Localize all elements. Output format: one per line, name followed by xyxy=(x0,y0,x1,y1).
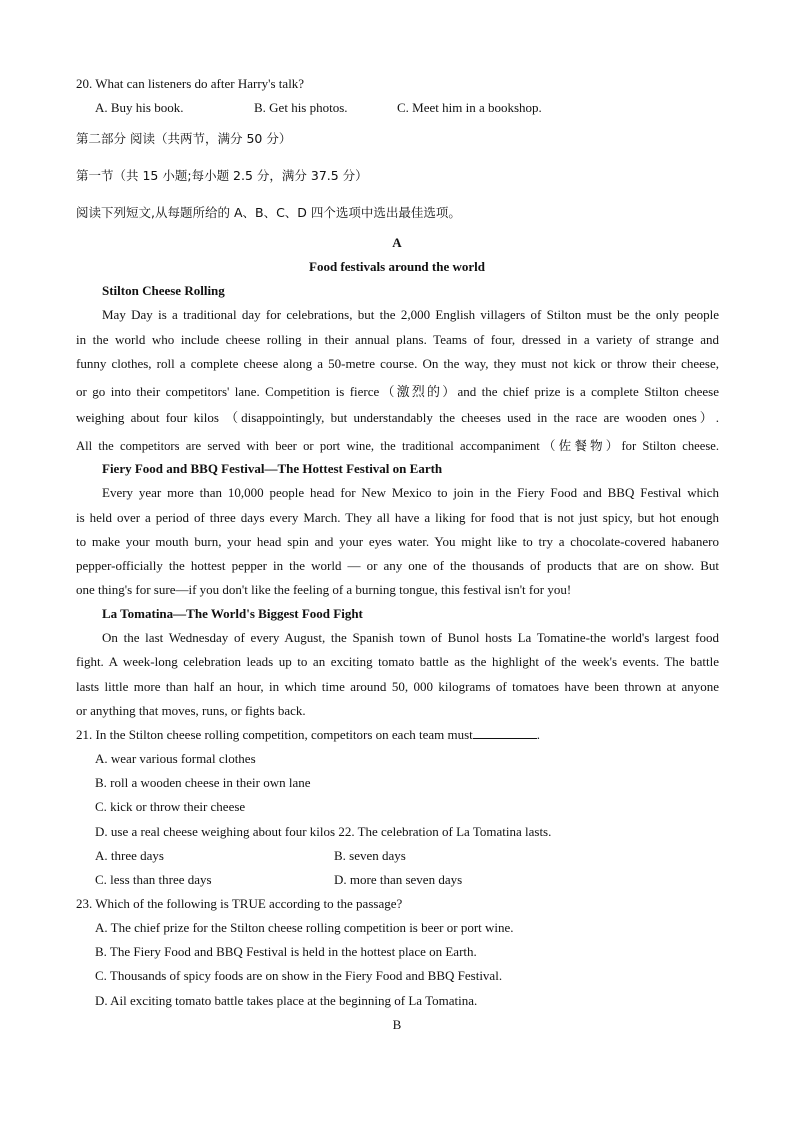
paragraph-line: lasts little more than half an hour, in which time around 50, 000 kilograms of tomatoes have been thrown at anyone xyxy=(76,679,719,694)
q21-option-b: B. roll a wooden cheese in their own lane xyxy=(95,775,311,790)
question-21-end: . xyxy=(536,727,541,742)
paragraph-line: one thing's for sure—if you don't like the feeling of a burning tongue, this festival isn't for you! xyxy=(76,582,572,597)
question-21-text: 21. In the Stilton cheese rolling competition, competitors on each team must xyxy=(76,727,473,742)
passage-a-title: Food festivals around the world xyxy=(309,259,485,274)
paragraph-line: in the world who include cheese rolling in their annual plans. Teams of four, dressed in a variety of strange and xyxy=(76,332,719,347)
passage-b-letter: B xyxy=(392,1017,402,1032)
q20-option-c: C. Meet him in a bookshop. xyxy=(397,100,542,115)
paragraph-line: weighing about four kilos （disappointingly, but understandably the cheeses used in the race are wooden ones）. xyxy=(76,410,719,425)
question-23: 23. Which of the following is TRUE according to the passage? xyxy=(76,896,403,911)
passage-a-letter: A xyxy=(392,235,402,250)
instruction: 阅读下列短文,从每题所给的 A、B、C、D 四个选项中选出最佳选项。 xyxy=(76,205,461,220)
paragraph-line: May Day is a traditional day for celebrations, but the 2,000 English villagers of Stilton must be the only people xyxy=(102,307,719,322)
paragraph-line: Every year more than 10,000 people head for New Mexico to join in the Fiery Food and BBQ Festival which xyxy=(102,485,719,500)
question-22: 22. The celebration of La Tomatina lasts. xyxy=(338,824,552,839)
q21-option-d-text: D. use a real cheese weighing about four kilos xyxy=(95,824,336,839)
paragraph-line: pepper-officially the hottest pepper in the world — or any one of the thousands of products that are on show. But xyxy=(76,558,719,573)
q22-option-a: A. three days xyxy=(95,848,164,863)
question-21 xyxy=(76,727,540,743)
paragraph-line: funny clothes, roll a complete cheese along a 50-metre course. On the way, they must not kick or throw their cheese, xyxy=(76,356,719,371)
heading-la-tomatina: La Tomatina—The World's Biggest Food Fight xyxy=(102,606,363,621)
q23-option-a: A. The chief prize for the Stilton cheese rolling competition is beer or port wine. xyxy=(95,920,514,935)
heading-stilton: Stilton Cheese Rolling xyxy=(102,283,225,298)
paragraph-line: or go into their competitors' lane. Competition is fierce（激烈的）and the chief prize is a complete Stilton cheese xyxy=(76,384,719,399)
paragraph-line: fight. A week-long celebration leads up to an exciting tomato battle as the highlight of the week's events. The battle xyxy=(76,654,719,669)
paragraph-line: On the last Wednesday of every August, the Spanish town of Bunol hosts La Tomatine-the world's largest food xyxy=(102,630,719,645)
paragraph-line: or anything that moves, runs, or fights back. xyxy=(76,703,306,718)
answer-blank xyxy=(473,728,537,739)
question-20: 20. What can listeners do after Harry's talk? xyxy=(76,76,305,91)
heading-fiery-food: Fiery Food and BBQ Festival—The Hottest Festival on Earth xyxy=(102,461,443,476)
q22-option-b: B. seven days xyxy=(334,848,406,863)
q23-option-b: B. The Fiery Food and BBQ Festival is held in the hottest place on Earth. xyxy=(95,944,477,959)
part-title: 第二部分 阅读（共两节，满分 50 分） xyxy=(76,131,292,146)
q23-option-d: D. Ail exciting tomato battle takes place at the beginning of La Tomatina. xyxy=(95,993,478,1008)
q20-option-b: B. Get his photos. xyxy=(254,100,348,115)
paragraph-line: to make your mouth burn, your head spin and your eyes water. You might like to try a chocolate-covered habanero xyxy=(76,534,719,549)
q23-option-c: C. Thousands of spicy foods are on show in the Fiery Food and BBQ Festival. xyxy=(95,968,503,983)
q21-option-c: C. kick or throw their cheese xyxy=(95,799,246,814)
paragraph-line: All the competitors are served with beer or port wine, the traditional accompaniment（佐餐物）for Stilton cheese. xyxy=(76,439,719,453)
q21-option-a: A. wear various formal clothes xyxy=(95,751,256,766)
q22-option-d: D. more than seven days xyxy=(334,872,463,887)
q22-option-c: C. less than three days xyxy=(95,872,212,887)
section-subtitle: 第一节（共 15 小题;每小题 2.5 分，满分 37.5 分） xyxy=(76,168,368,183)
q20-option-a: A. Buy his book. xyxy=(95,100,184,115)
q21-option-d xyxy=(95,824,551,840)
paragraph-line: is held over a period of three days every March. They all have a liking for food that is not just spicy, but hot enough xyxy=(76,510,719,525)
